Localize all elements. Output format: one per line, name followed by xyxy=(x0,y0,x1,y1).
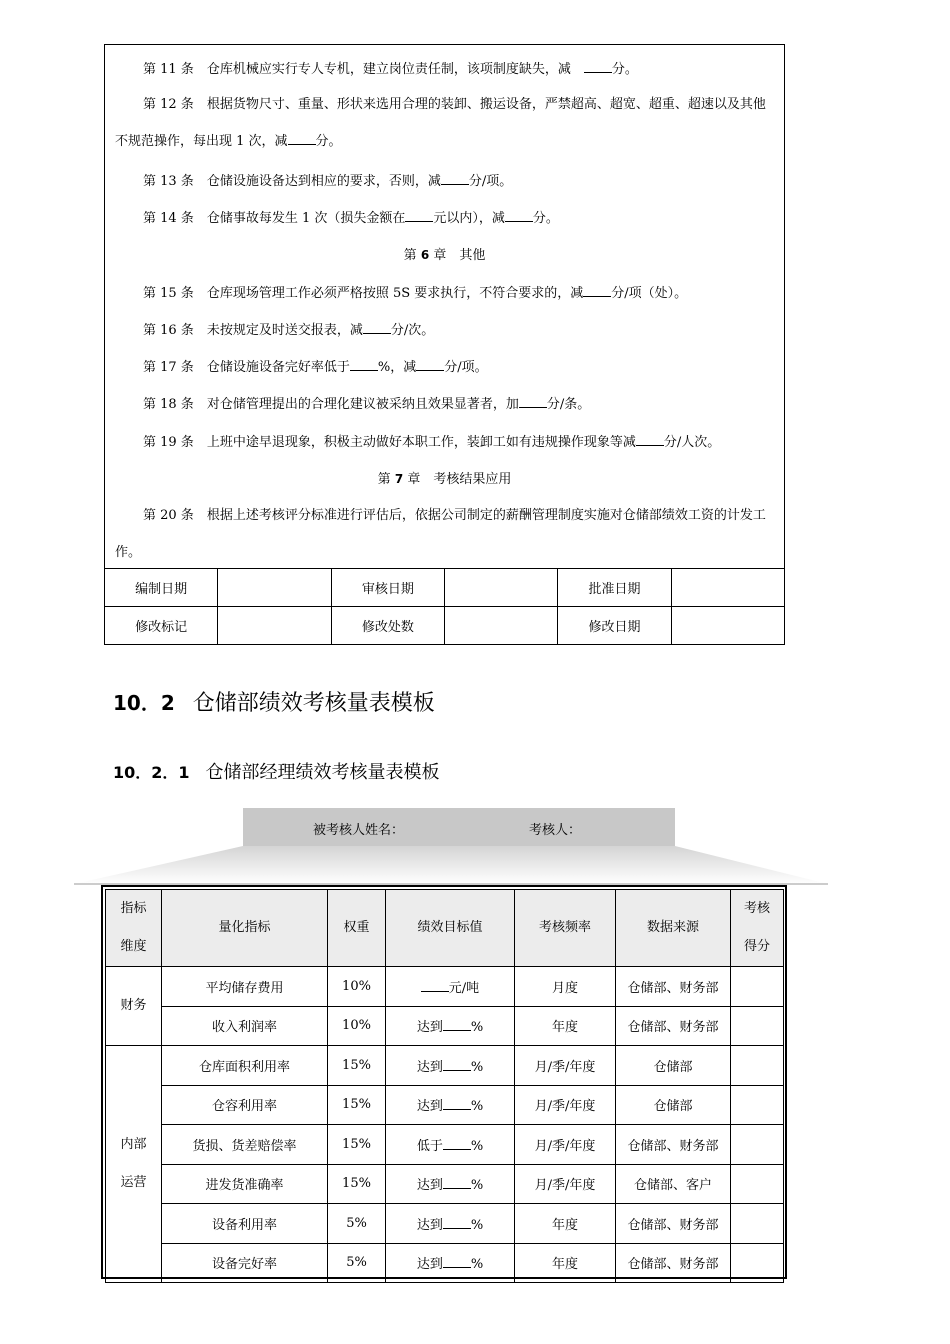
revision-row xyxy=(105,607,785,645)
score-cell[interactable] xyxy=(731,1164,784,1204)
metrics-table-frame xyxy=(101,885,787,1279)
review-date-label: 审核日期 xyxy=(331,569,444,607)
banner-shadow xyxy=(0,846,950,888)
blank-line xyxy=(443,1255,471,1268)
blank-line xyxy=(584,60,612,73)
chapter-7-heading: 第 7 章 考核结果应用 xyxy=(377,472,512,487)
rule-11: 第 11 条 仓库机械应实行专人专机，建立岗位责任制，该项制度缺失，减 分。 xyxy=(143,62,638,77)
blank-line xyxy=(505,209,533,222)
score-cell[interactable] xyxy=(731,1085,784,1125)
approve-date-label: 批准日期 xyxy=(558,569,671,607)
score-cell[interactable] xyxy=(731,1204,784,1244)
review-date-field[interactable] xyxy=(444,569,557,607)
header-frequency: 考核频率 xyxy=(515,890,616,967)
blank-line xyxy=(405,209,433,222)
table-row: 设备利用率 5% 达到 % 年度 仓储部、财务部 xyxy=(106,1204,784,1244)
table-row: 仓容利用率 15% 达到 % 月/季/年度 仓储部 xyxy=(106,1085,784,1125)
chapter-6-heading: 第 6 章 其他 xyxy=(403,248,486,263)
header-target: 绩效目标值 xyxy=(386,890,515,967)
revision-place-field[interactable] xyxy=(444,607,557,645)
blank-line xyxy=(443,1216,471,1229)
blank-line xyxy=(636,433,664,446)
rule-18: 第 18 条 对仓储管理提出的合理化建议被采纳且效果显著者，加 分/条。 xyxy=(143,397,591,412)
revision-table xyxy=(104,568,785,645)
score-cell[interactable] xyxy=(731,1125,784,1165)
table-row: 设备完好率 5% 达到 % 年度 仓储部、财务部 xyxy=(106,1243,784,1283)
subsection-heading: 10．2．1 仓储部经理绩效考核量表模板 xyxy=(113,762,440,783)
header-score: 考核 得分 xyxy=(731,890,784,967)
blank-line xyxy=(443,1176,471,1189)
rules-box xyxy=(104,44,785,645)
table-row: 财务 平均储存费用 10% 元/吨 月度 仓储部、财务部 xyxy=(106,967,784,1007)
examiner-label: 考核人： xyxy=(529,823,582,838)
rule-15: 第 15 条 仓库现场管理工作必须严格按照 5S 要求执行，不符合要求的，减 分/项（处）。 xyxy=(143,286,688,301)
blank-line xyxy=(443,1137,471,1150)
blank-line xyxy=(363,321,391,334)
group-internal: 内部 运营 xyxy=(106,1046,162,1283)
blank-line xyxy=(443,1018,471,1031)
compile-date-field[interactable] xyxy=(218,569,331,607)
rule-14: 第 14 条 仓储事故每发生 1 次（损失金额在 元以内），减 分。 xyxy=(143,211,559,226)
table-row: 内部 运营 仓库面积利用率 15% 达到 % 月/季/年度 仓储部 xyxy=(106,1046,784,1086)
header-indicator: 量化指标 xyxy=(162,890,328,967)
header-source: 数据来源 xyxy=(616,890,731,967)
revision-date-label: 修改日期 xyxy=(558,607,671,645)
rule-20: 第 20 条 根据上述考核评分标准进行评估后，依据公司制定的薪酬管理制度实施对仓储部绩效工资的计发工作。 xyxy=(115,508,766,560)
blank-line xyxy=(441,172,469,185)
revision-row xyxy=(105,569,785,607)
rule-13: 第 13 条 仓储设施设备达到相应的要求，否则，减 分/项。 xyxy=(143,174,513,189)
group-finance: 财务 xyxy=(106,967,162,1046)
compile-date-label: 编制日期 xyxy=(105,569,218,607)
rule-19: 第 19 条 上班中途早退现象，积极主动做好本职工作，装卸工如有违规操作现象等减 分/人次。 xyxy=(143,435,721,450)
blank-line xyxy=(421,979,449,992)
metrics-table xyxy=(105,889,784,1283)
table-row: 收入利润率 10% 达到 % 年度 仓储部、财务部 xyxy=(106,1006,784,1046)
revision-place-label: 修改处数 xyxy=(331,607,444,645)
rule-16: 第 16 条 未按规定及时送交报表，减 分/次。 xyxy=(143,323,435,338)
rule-17: 第 17 条 仓储设施设备完好率低于 %，减 分/项。 xyxy=(143,360,488,375)
header-weight: 权重 xyxy=(328,890,386,967)
score-cell[interactable] xyxy=(731,967,784,1007)
header-dimension: 指标 维度 xyxy=(106,890,162,967)
blank-line xyxy=(519,395,547,408)
blank-line xyxy=(583,284,611,297)
score-cell[interactable] xyxy=(731,1046,784,1086)
examinee-banner xyxy=(243,808,675,846)
blank-line xyxy=(350,358,378,371)
revision-date-field[interactable] xyxy=(671,607,784,645)
examinee-label: 被考核人姓名： xyxy=(313,823,405,838)
table-header-row xyxy=(106,890,784,967)
score-cell[interactable] xyxy=(731,1243,784,1283)
blank-line xyxy=(443,1097,471,1110)
blank-line xyxy=(443,1058,471,1071)
section-heading: 10．2 仓储部绩效考核量表模板 xyxy=(113,691,435,716)
score-cell[interactable] xyxy=(731,1006,784,1046)
blank-line xyxy=(416,358,444,371)
revision-mark-label: 修改标记 xyxy=(105,607,218,645)
rule-12: 第 12 条 根据货物尺寸、重量、形状来选用合理的装卸、搬运设备，严禁超高、超宽、超重、超速以及其他不规范操作，每出现 1 次，减 分。 xyxy=(115,97,766,149)
table-row: 货损、货差赔偿率 15% 低于 % 月/季/年度 仓储部、财务部 xyxy=(106,1125,784,1165)
revision-mark-field[interactable] xyxy=(218,607,331,645)
approve-date-field[interactable] xyxy=(671,569,784,607)
blank-line xyxy=(288,132,316,145)
table-row: 进发货准确率 15% 达到 % 月/季/年度 仓储部、客户 xyxy=(106,1164,784,1204)
